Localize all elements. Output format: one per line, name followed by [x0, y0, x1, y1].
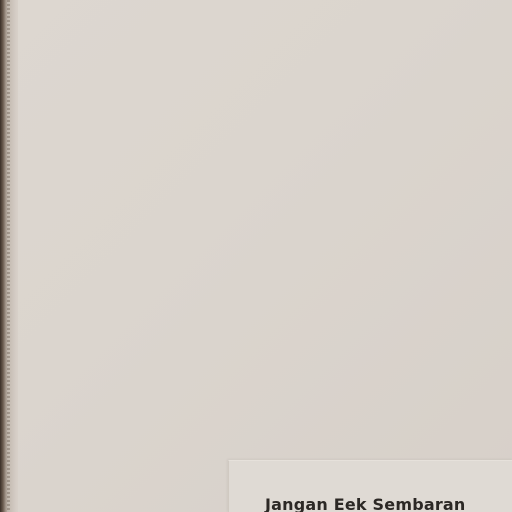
label-card [228, 460, 512, 512]
label-text: Jangan Eek Sembaran [265, 495, 466, 512]
blank-paper [18, 0, 512, 512]
